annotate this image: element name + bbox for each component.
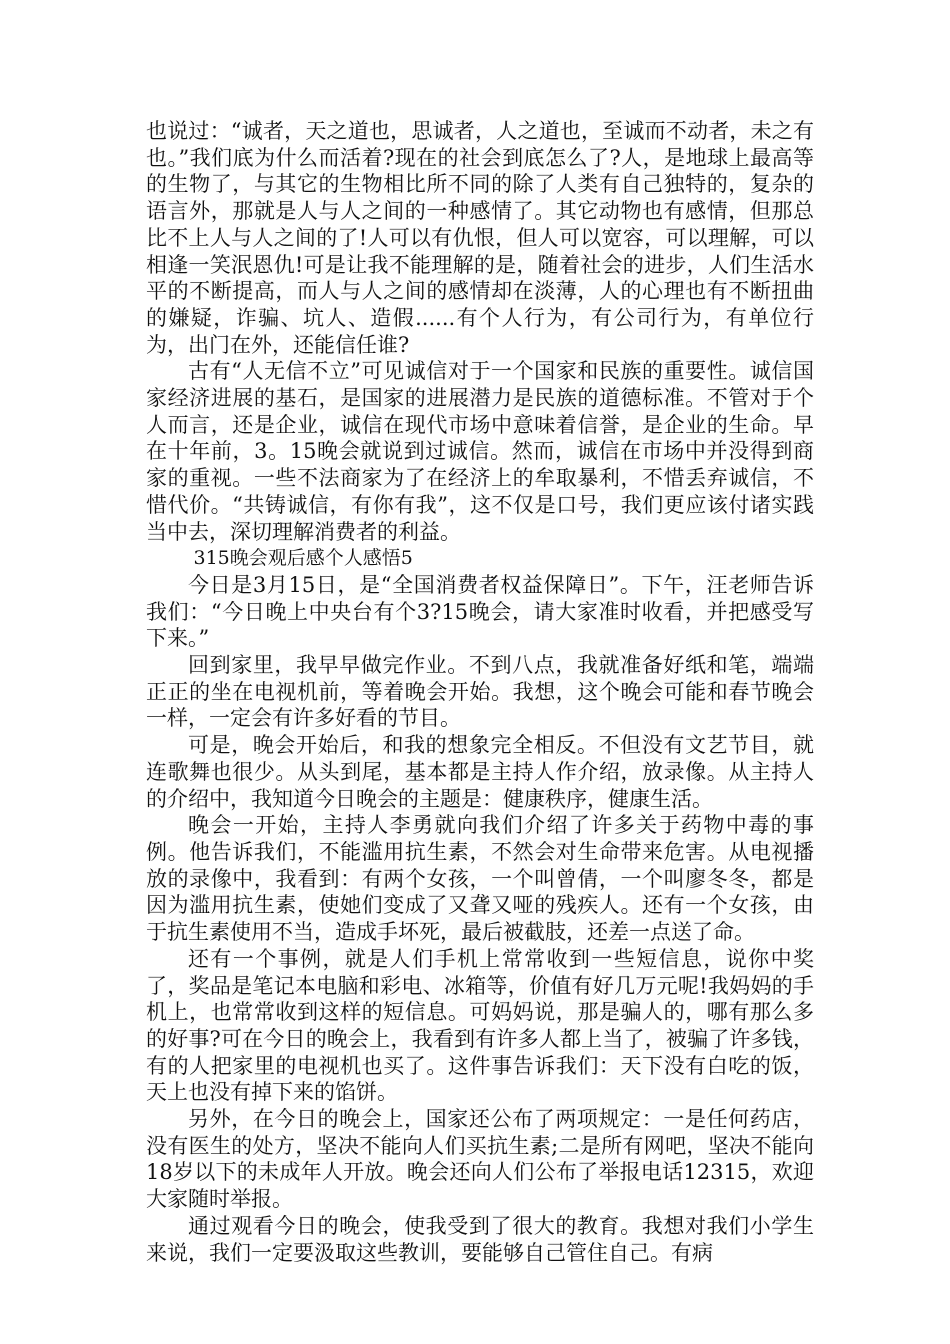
paragraph: 今日是3月15日，是“全国消费者权益保障日”。下午，汪老师告诉我们：“今日晚上中央台有个3?15晚会，请大家准时收看，并把感受写下来。” [146, 572, 814, 651]
document-body [146, 118, 814, 1266]
paragraph: 还有一个事例，就是人们手机上常常收到一些短信息，说你中奖了，奖品是笔记本电脑和彩电、冰箱等，价值有好几万元呢!我妈妈的手机上，也常常收到这样的短信息。可妈妈说，那是骗人的，哪有那么多的好事?可在今日的晚会上，我看到有许多人都上当了，被骗了许多钱，有的人把家里的电视机也买了。这件事告诉我们：天下没有白吃的饭，天上也没有掉下来的馅饼。 [146, 946, 814, 1105]
paragraph: 古有“人无信不立”可见诚信对于一个国家和民族的重要性。诚信国家经济进展的基石，是国家的进展潜力是民族的道德标准。不管对于个人而言，还是企业，诚信在现代市场中意味着信誉，是企业的生命。早在十年前，3。15晚会就说到过诚信。然而，诚信在市场中并没得到商家的重视。一些不法商家为了在经济上的牟取暴利，不惜丢弃诚信，不惜代价。“共铸诚信，有你有我”，这不仅是口号，我们更应该付诸实践当中去，深切理解消费者的利益。 [146, 359, 814, 544]
paragraph: 晚会一开始，主持人李勇就向我们介绍了许多关于药物中毒的事例。他告诉我们，不能滥用抗生素，不然会对生命带来危害。从电视播放的录像中，我看到：有两个女孩，一个叫曾倩，一个叫廖冬冬，都是因为滥用抗生素，使她们变成了又聋又哑的残疾人。还有一个女孩，由于抗生素使用不当，造成手坏死，最后被截肢，还差一点送了命。 [146, 813, 814, 945]
section-heading: 315晚会观后感个人感悟5 [193, 547, 413, 570]
paragraph: 通过观看今日的晚会，使我受到了很大的教育。我想对我们小学生来说，我们一定要汲取这些教训，要能够自己管住自己。有病 [146, 1213, 814, 1265]
paragraph: 也说过：“诚者，天之道也，思诚者，人之道也，至诚而不动者，未之有也。”我们底为什么而活着?现在的社会到底怎么了?人，是地球上最高等的生物了，与其它的生物相比所不同的除了人类有自己独特的，复杂的语言外，那就是人与人之间的一种感情了。其它动物也有感情，但那总比不上人与人之间的了!人可以有仇恨，但人可以宽容，可以理解，可以相逢一笑泯恩仇!可是让我不能理解的是，随着社会的进步，人们生活水平的不断提高，而人与人之间的感情却在淡薄，人的心理也有不断扭曲的嫌疑，诈骗、坑人、造假......有个人行为，有公司行为，有单位行为，出门在外，还能信任谁? [146, 119, 814, 357]
paragraph: 可是，晚会开始后，和我的想象完全相反。不但没有文艺节目，就连歌舞也很少。从头到尾，基本都是主持人作介绍，放录像。从主持人的介绍中，我知道今日晚会的主题是：健康秩序，健康生活。 [146, 733, 814, 811]
paragraph: 另外，在今日的晚会上，国家还公布了两项规定：一是任何药店，没有医生的处方，坚决不能向人们买抗生素;二是所有网吧，坚决不能向18岁以下的未成年人开放。晚会还向人们公布了举报电话12315，欢迎大家随时举报。 [146, 1107, 814, 1212]
paragraph: 回到家里，我早早做完作业。不到八点，我就准备好纸和笔，端端正正的坐在电视机前，等着晚会开始。我想，这个晚会可能和春节晚会一样，一定会有许多好看的节目。 [146, 653, 814, 731]
